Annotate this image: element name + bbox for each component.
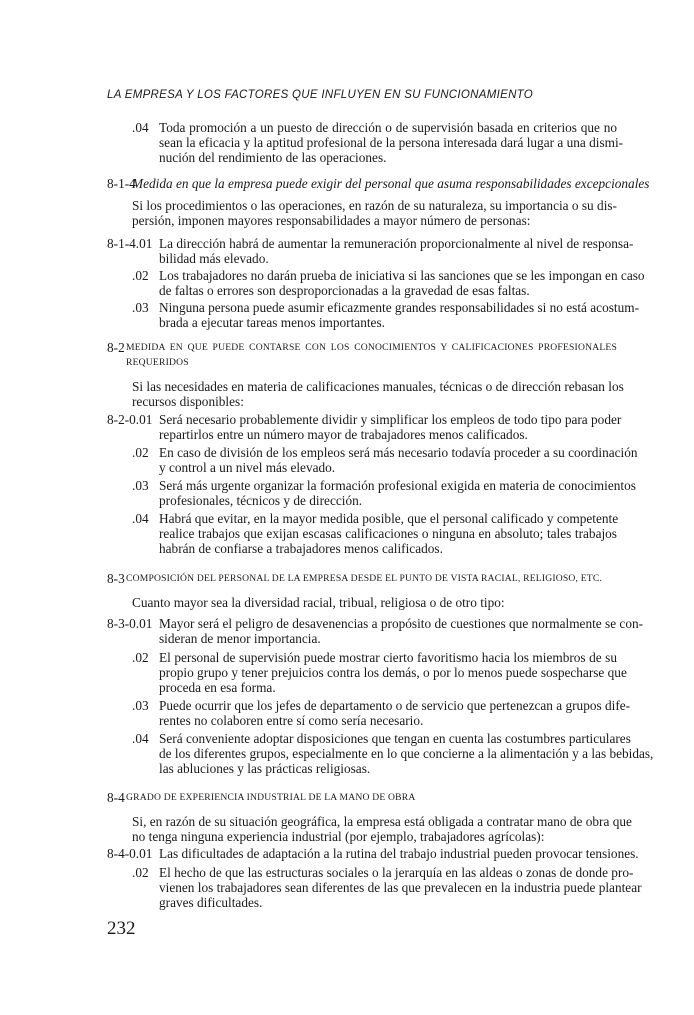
text-line: bilidad más elevado. [159,251,269,266]
text-line: Habrá que evitar, en la mayor medida posible, que el personal calificado y competente [159,511,619,526]
text-line: de los diferentes grupos, especialmente en lo que concierne a la alimentación y a las bebidas, [159,746,654,761]
text-line: MEDIDA EN QUE PUEDE CONTARSE CON LOS CONOCIMIENTOS Y CALIFICACIONES PROFESIONALES [126,342,617,353]
text-line: La dirección habrá de aumentar la remuneración proporcionalmente al nivel de responsa- [159,236,634,251]
text-line: repartirlos entre un número mayor de trabajadores menos calificados. [159,427,528,442]
running-header: LA EMPRESA Y LOS FACTORES QUE INFLUYEN EN SU FUNCIONAMIENTO [107,89,534,101]
text-line: recursos disponibles: [132,394,244,409]
text-line: Las dificultades de adaptación a la rutina del trabajo industrial pueden provocar tensiones. [159,846,639,861]
text-line: brada a ejecutar tareas menos importantes. [159,315,385,330]
item-number: .03 [132,698,149,713]
text-line: El hecho de que las estructuras sociales o la jerarquía en las aldeas o zonas de donde pro- [159,865,634,880]
text-line: habrán de confiarse a trabajadores menos calificados. [159,541,443,556]
text-line: Será más urgente organizar la formación profesional exigida en materia de conocimientos [159,478,636,493]
text-line: En caso de división de los empleos será más necesario todavía proceder a su coordinación [159,445,638,460]
text-line: propio grupo y tener prejuicios contra los demás, o por lo menos puede sospecharse que [159,665,627,680]
item-number: .02 [132,865,149,880]
text-line: Cuanto mayor sea la diversidad racial, tribual, religiosa o de otro tipo: [132,595,505,610]
text-line: sean la eficacia y la aptitud profesional de la persona interesada dará lugar a una dismi- [159,135,624,150]
item-number: .02 [132,268,149,283]
item-number: .03 [132,300,149,315]
text-line: Si los procedimientos o las operaciones, en razón de su naturaleza, su importancia o su dis- [132,198,617,213]
item-number: 8-1-4.01 [107,236,153,251]
item-number: .04 [132,120,149,135]
text-line: nución del rendimiento de las operaciones. [159,150,387,165]
text-line: profesionales, técnicos y de dirección. [159,493,363,508]
text-line: El personal de supervisión puede mostrar cierto favoritismo hacia los miembros de su [159,650,617,665]
text-line: Si las necesidades en materia de calificaciones manuales, técnicas o de dirección rebasan los [132,379,624,394]
text-line: y control a un nivel más elevado. [159,460,336,475]
item-number: .02 [132,650,149,665]
text-line: Medida en que la empresa puede exigir del personal que asuma responsabilidades excepcionales [132,176,650,191]
item-number: .04 [132,731,149,746]
text-line: sideran de menor importancia. [159,631,321,646]
item-number: 8-1-4 [107,176,136,191]
text-line: Si, en razón de su situación geográfica, la empresa está obligada a contratar mano de obra que [132,814,632,829]
item-number: 8-3-0.01 [107,616,153,631]
text-line: las abluciones y las prácticas religiosas. [159,761,371,776]
text-line: proceda en esa forma. [159,680,276,695]
page-number: 232 [107,918,136,939]
text-line: Mayor será el peligro de desavenencias a propósito de cuestiones que normalmente se con- [159,616,644,631]
item-number: 8-3 [107,571,125,586]
text-line: no tenga ninguna experiencia industrial (por ejemplo, trabajadores agrícolas): [132,829,545,844]
text-line: de faltas o errores son desproporcionadas a la gravedad de esas faltas. [159,283,530,298]
item-number: .02 [132,445,149,460]
item-number: .03 [132,478,149,493]
text-line: Puede ocurrir que los jefes de departamento o de servicio que pertenezcan a grupos dife- [159,698,631,713]
text-line: persión, imponen mayores responsabilidades a mayor número de personas: [132,213,531,228]
text-line: COMPOSICIÓN DEL PERSONAL DE LA EMPRESA DESDE EL PUNTO DE VISTA RACIAL, RELIGIOSO, ETC. [126,573,603,584]
text-line: Será conveniente adoptar disposiciones que tengan en cuenta las costumbres particulares [159,731,631,746]
item-number: 8-2 [107,340,125,355]
text-line: realice trabajos que exijan escasas calificaciones o ninguna en absoluto; tales trabajos [159,526,617,541]
text-line: GRADO DE EXPERIENCIA INDUSTRIAL DE LA MANO DE OBRA [126,792,416,803]
item-number: 8-4 [107,790,125,805]
text-line: vienen los trabajadores sean diferentes de las que prevalecen en la industria puede plantear [159,880,642,895]
text-line: rentes no colaboren entre sí como sería necesario. [159,713,424,728]
text-line: Será necesario probablemente dividir y simplificar los empleos de todo tipo para poder [159,412,622,427]
item-number: 8-2-0.01 [107,412,153,427]
text-line: Ninguna persona puede asumir eficazmente grandes responsabilidades si no está acostum- [159,300,640,315]
text-line: Toda promoción a un puesto de dirección o de supervisión basada en criterios que no [159,120,617,135]
item-number: 8-4-0.01 [107,846,153,861]
text-line: graves dificultades. [159,895,263,910]
item-number: .04 [132,511,149,526]
text-line: Los trabajadores no darán prueba de iniciativa si las sanciones que se les impongan en caso [159,268,645,283]
text-line: REQUERIDOS [126,357,189,368]
